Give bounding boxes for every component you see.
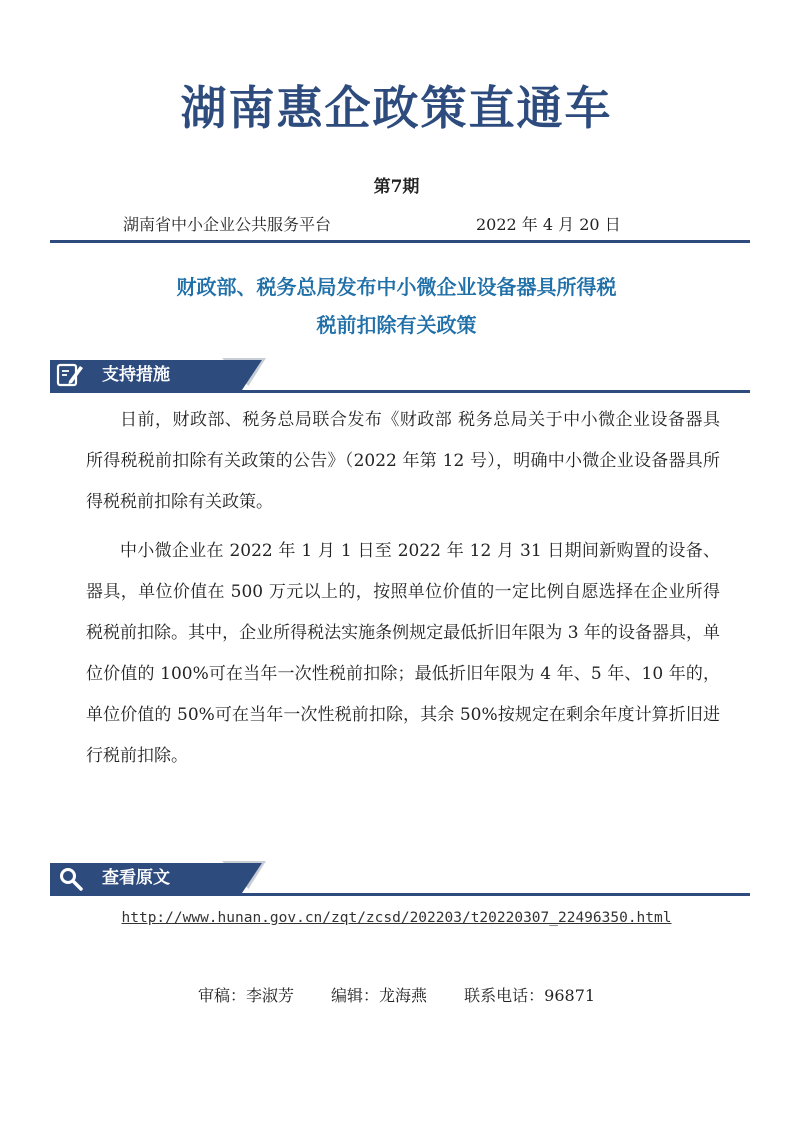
headline-line-2: 税前扣除有关政策 <box>316 313 477 337</box>
publish-date: 2022 年 4 月 20 日 <box>476 215 621 234</box>
reviewer-credit: 审稿：李淑芳 <box>197 986 294 1005</box>
section-header-source <box>50 863 750 897</box>
pen-paper-icon <box>56 362 84 388</box>
contact-phone: 联系电话：96871 <box>464 986 596 1005</box>
editor-credit: 编辑：龙海燕 <box>331 986 428 1005</box>
section-label-support: 支持措施 <box>102 365 170 385</box>
section-header-support <box>50 360 750 394</box>
article-headline <box>0 268 793 344</box>
headline-line-1: 财政部、税务总局发布中小微企业设备器具所得税 <box>176 275 617 299</box>
paragraph-intro: 日前，财政部、税务总局联合发布《财政部 税务总局关于中小微企业设备器具所得税税前扣除有关政策的公告》（2022 年第 12 号），明确中小微企业设备器具所得税税前扣除有关政策。 <box>86 410 720 512</box>
header-divider <box>50 240 750 243</box>
masthead-title: 湖南惠企政策直通车 <box>180 81 613 135</box>
issue-number: 第7期 <box>373 177 420 197</box>
footer-credits <box>0 983 793 1006</box>
section-rule <box>50 390 750 393</box>
search-icon <box>56 865 84 891</box>
paragraph-policy: 中小微企业在 2022 年 1 月 1 日至 2022 年 12 月 31 日期间新购置的设备、器具，单位价值在 500 万元以上的，按照单位价值的一定比例自愿选择在企业所得税税前扣除。其中，企业所得税法实施条例规定最低折旧年限为 3 年的设备器具，单位价值的 100%可在当年一次性税前扣除；最低折旧年限为 4 年、5 年、10 年的，单位价值的 50%可在当年一次性税前扣除，其余 50%按规定在剩余年度计算折旧进行税前扣除。 <box>86 541 720 766</box>
publisher-name: 湖南省中小企业公共服务平台 <box>123 215 332 234</box>
section-label-source: 查看原文 <box>102 868 170 888</box>
section-rule <box>50 893 750 896</box>
source-url-link[interactable]: http://www.hunan.gov.cn/zqt/zcsd/202203/t20220307_22496350.html <box>121 910 672 926</box>
